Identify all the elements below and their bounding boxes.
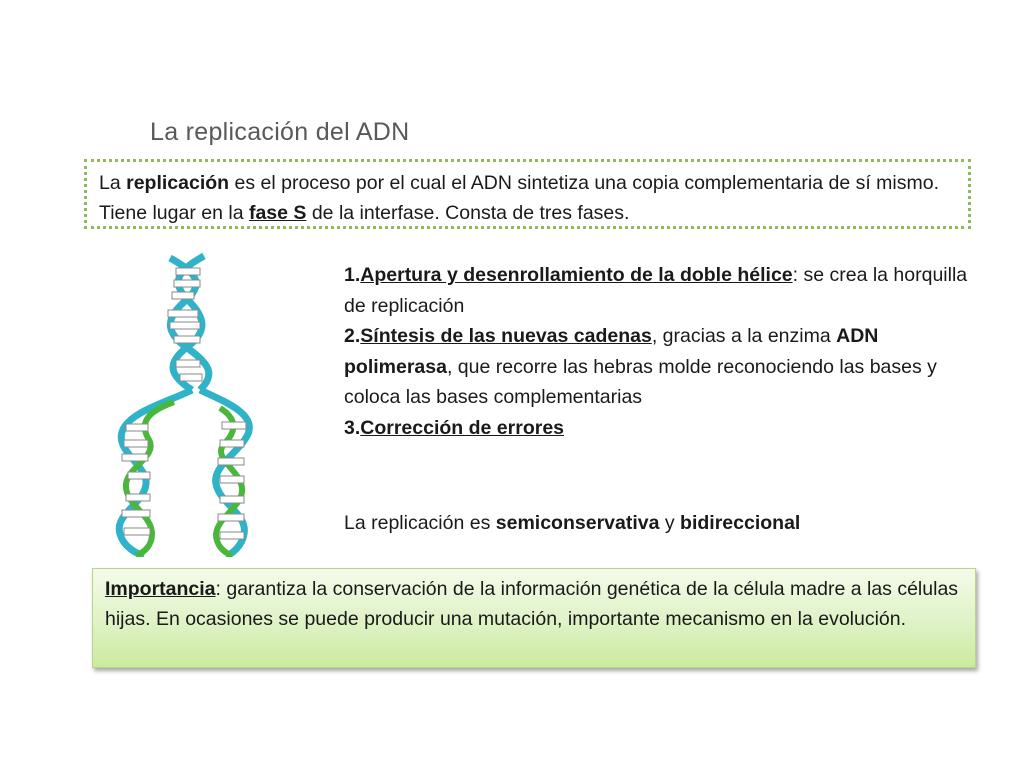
phase-1-number: 1. — [344, 264, 361, 286]
semi-text-2: y — [659, 512, 681, 534]
semi-text-1: La replicación es — [344, 512, 496, 534]
definition-text-2: es el proceso por el cual el ADN sintetiza una copia complementaria de sí mismo. Tiene lugar en la — [99, 172, 939, 224]
phase-2-adn-polimerasa: ADN polimerasa — [344, 325, 879, 378]
phase-3 — [344, 413, 969, 444]
phase-1-title: Apertura y desenrollamiento de la doble hélice — [360, 264, 793, 286]
definition-fase-s: fase S — [248, 202, 307, 224]
importance-box — [92, 568, 976, 668]
definition-text-1: La — [99, 172, 127, 194]
dna-replication-illustration — [108, 252, 268, 557]
phase-3-title: Corrección de errores — [360, 416, 565, 439]
phase-1 — [344, 260, 969, 321]
importance-text: : garantiza la conservación de la información genética de la célula madre a las células hijas. En ocasiones se puede producir una mutación, importante mecanismo en la evolución. — [105, 578, 959, 630]
semi-bold-bidireccional: bidireccional — [680, 512, 801, 534]
right-base-pairs — [218, 422, 246, 539]
semi-bold-semiconservativa: semiconservativa — [495, 512, 660, 534]
definition-text-3: de la interfase. Consta de tres fases. — [306, 202, 630, 224]
phase-2 — [344, 321, 969, 413]
importance-title: Importancia — [105, 578, 216, 600]
replication-phases — [344, 260, 969, 443]
slide-title: La replicación del ADN — [150, 118, 410, 146]
phase-2-title: Síntesis de las nuevas cadenas — [360, 325, 652, 347]
phase-2-text-1: , gracias a la enzima — [651, 325, 837, 347]
definition-box — [84, 159, 971, 229]
phase-2-text-2: , que recorre las hebras molde reconociendo las bases y coloca las bases complementarias — [344, 355, 937, 408]
definition-bold-replicacion: replicación — [126, 172, 230, 194]
phase-2-number: 2. — [344, 325, 361, 347]
phase-1-text: : se crea la horquilla de replicación — [344, 264, 968, 317]
phase-3-number: 3. — [344, 416, 361, 439]
semiconservative-statement — [344, 508, 800, 538]
